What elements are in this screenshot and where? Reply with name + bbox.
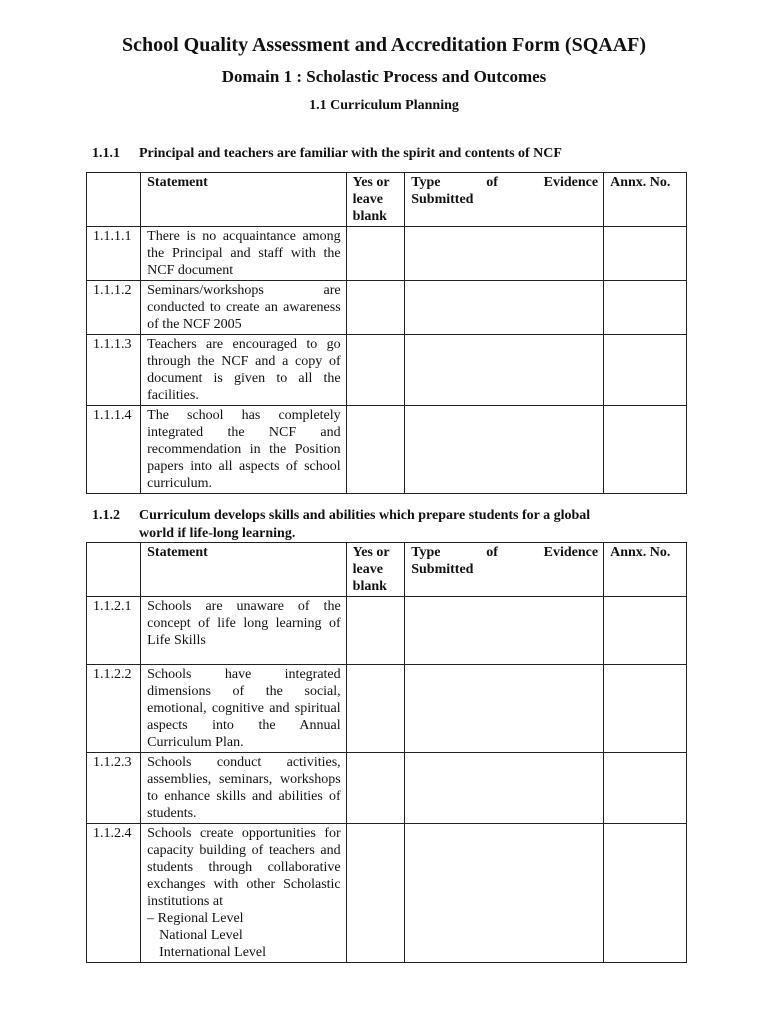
row-number: 1.1.1.3 bbox=[87, 335, 141, 406]
row-number: 1.1.1.2 bbox=[87, 281, 141, 335]
header-yes-line2: leave bbox=[352, 562, 383, 577]
header-type-line2: Submitted bbox=[411, 562, 474, 577]
level-item: National Level bbox=[159, 928, 243, 943]
header-yes-line3: blank bbox=[352, 579, 387, 594]
row-statement bbox=[141, 824, 347, 963]
evidence-cell[interactable] bbox=[405, 824, 604, 963]
evidence-cell[interactable] bbox=[405, 597, 604, 665]
annexure-cell[interactable] bbox=[604, 335, 687, 406]
row-statement: There is no acquaintance among the Principal and staff with the NCF document bbox=[141, 227, 347, 281]
evidence-cell[interactable] bbox=[405, 406, 604, 494]
annexure-cell[interactable] bbox=[604, 227, 687, 281]
table-row bbox=[87, 665, 687, 753]
table-row bbox=[87, 281, 687, 335]
assessment-table-1-1-2 bbox=[86, 542, 687, 963]
header-annexure-number: Annx. No. bbox=[604, 173, 687, 227]
header-yes-line1: Yes or bbox=[352, 545, 390, 560]
yes-cell[interactable] bbox=[346, 597, 405, 665]
criterion-text: Principal and teachers are familiar with the spirit and contents of NCF bbox=[139, 146, 562, 161]
evidence-cell[interactable] bbox=[405, 335, 604, 406]
table-row bbox=[87, 753, 687, 824]
header-type-w3: Evidence bbox=[543, 175, 599, 190]
row-statement: The school has completely integrated the NCF and recommendation in the Position papers into all aspects of school curriculum. bbox=[141, 406, 347, 494]
domain-subtitle: Domain 1 : Scholastic Process and Outcomes bbox=[221, 67, 547, 86]
header-type-w1: Type bbox=[411, 545, 441, 560]
criterion-number: 1.1.1 bbox=[92, 146, 120, 161]
header-annexure-number: Annx. No. bbox=[604, 543, 687, 597]
header-type-w1: Type bbox=[411, 175, 441, 190]
evidence-cell[interactable] bbox=[405, 281, 604, 335]
yes-cell[interactable] bbox=[346, 406, 405, 494]
header-yes-or-blank bbox=[346, 543, 405, 597]
row-number: 1.1.2.1 bbox=[87, 597, 141, 665]
annexure-cell[interactable] bbox=[604, 281, 687, 335]
row-number: 1.1.1.1 bbox=[87, 227, 141, 281]
row-statement: Schools conduct activities, assemblies, seminars, workshops to enhance skills and abilities of students. bbox=[141, 753, 347, 824]
row-statement: Schools are unaware of the concept of life long learning of Life Skills bbox=[141, 597, 347, 665]
header-yes-line2: leave bbox=[352, 192, 383, 207]
header-yes-line1: Yes or bbox=[352, 175, 390, 190]
yes-cell[interactable] bbox=[346, 335, 405, 406]
header-type-w3: Evidence bbox=[543, 545, 599, 560]
row-number: 1.1.2.3 bbox=[87, 753, 141, 824]
table-row bbox=[87, 406, 687, 494]
header-number bbox=[87, 543, 141, 597]
yes-cell[interactable] bbox=[346, 281, 405, 335]
annexure-cell[interactable] bbox=[604, 597, 687, 665]
document-title: School Quality Assessment and Accreditation Form (SQAAF) bbox=[121, 34, 647, 56]
header-statement: Statement bbox=[141, 173, 347, 227]
yes-cell[interactable] bbox=[346, 824, 405, 963]
table-header-row bbox=[87, 543, 687, 597]
header-type-line2: Submitted bbox=[411, 192, 474, 207]
annexure-cell[interactable] bbox=[604, 824, 687, 963]
level-item: – Regional Level bbox=[147, 911, 244, 926]
annexure-cell[interactable] bbox=[604, 753, 687, 824]
header-statement: Statement bbox=[141, 543, 347, 597]
annexure-cell[interactable] bbox=[604, 665, 687, 753]
header-type-w2: of bbox=[486, 175, 498, 190]
section-heading: 1.1 Curriculum Planning bbox=[309, 98, 459, 113]
row-number: 1.1.2.2 bbox=[87, 665, 141, 753]
criterion-text-cont: world if life-long learning. bbox=[139, 526, 296, 541]
table-row bbox=[87, 227, 687, 281]
row-statement-text: Schools create opportunities for capacity building of teachers and students through collaborative exchanges with other Scholastic institutions at bbox=[147, 826, 341, 909]
assessment-table-1-1-1 bbox=[86, 172, 687, 494]
yes-cell[interactable] bbox=[346, 753, 405, 824]
yes-cell[interactable] bbox=[346, 665, 405, 753]
row-statement: Teachers are encouraged to go through the NCF and a copy of document is given to all the facilities. bbox=[141, 335, 347, 406]
row-number: 1.1.2.4 bbox=[87, 824, 141, 963]
table-header-row bbox=[87, 173, 687, 227]
annexure-cell[interactable] bbox=[604, 406, 687, 494]
table-row bbox=[87, 597, 687, 665]
evidence-cell[interactable] bbox=[405, 227, 604, 281]
row-statement: Schools have integrated dimensions of the social, emotional, cognitive and spiritual aspects into the Annual Curriculum Plan. bbox=[141, 665, 347, 753]
row-number: 1.1.1.4 bbox=[87, 406, 141, 494]
criterion-heading-1-1-2 bbox=[92, 507, 692, 543]
header-evidence-type bbox=[405, 173, 604, 227]
header-number bbox=[87, 173, 141, 227]
header-evidence-type bbox=[405, 543, 604, 597]
yes-cell[interactable] bbox=[346, 227, 405, 281]
header-type-w2: of bbox=[486, 545, 498, 560]
table-row bbox=[87, 824, 687, 963]
evidence-cell[interactable] bbox=[405, 753, 604, 824]
header-yes-or-blank bbox=[346, 173, 405, 227]
criterion-number: 1.1.2 bbox=[92, 508, 120, 523]
criterion-heading-1-1-1 bbox=[92, 145, 692, 163]
header-yes-line3: blank bbox=[352, 209, 387, 224]
criterion-text: Curriculum develops skills and abilities which prepare students for a global bbox=[139, 508, 591, 523]
evidence-cell[interactable] bbox=[405, 665, 604, 753]
row-statement: Seminars/workshops are conducted to create an awareness of the NCF 2005 bbox=[141, 281, 347, 335]
table-row bbox=[87, 335, 687, 406]
level-item: International Level bbox=[159, 945, 267, 960]
